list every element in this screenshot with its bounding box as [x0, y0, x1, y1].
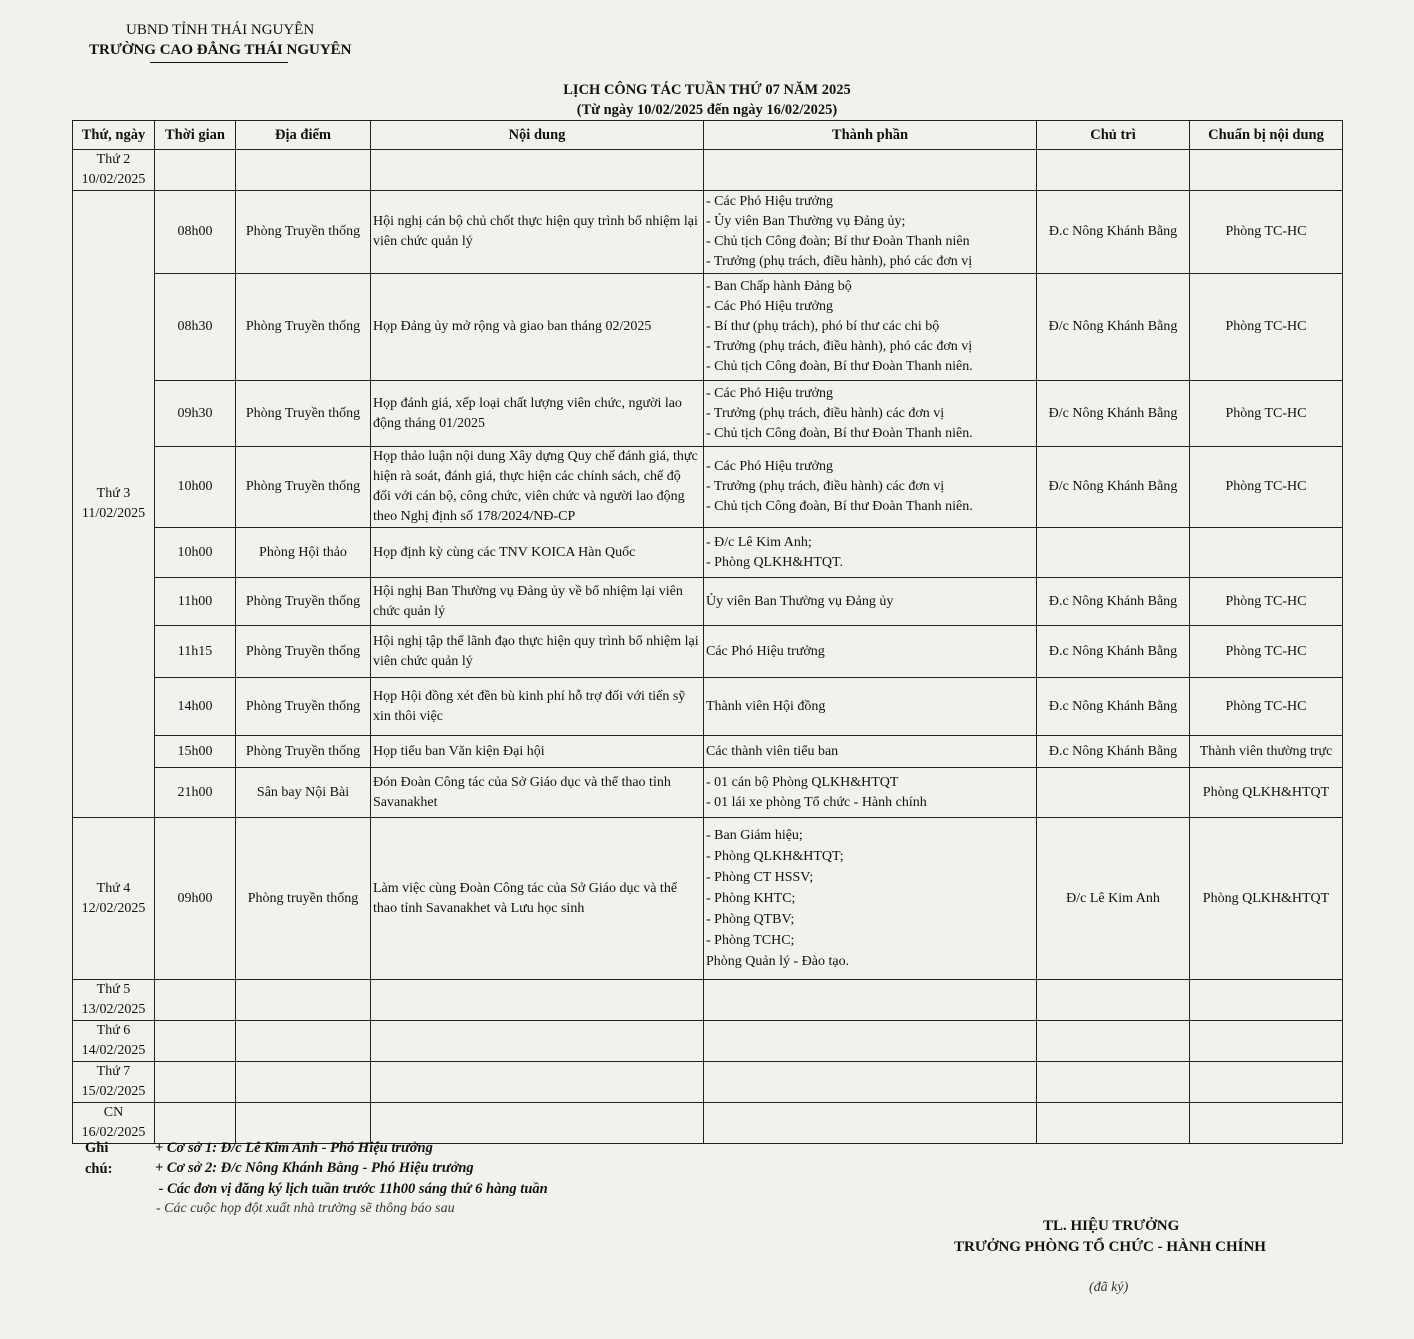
time-cell: 08h30 [155, 274, 236, 381]
time-cell: 14h00 [155, 678, 236, 736]
time-cell: 08h00 [155, 191, 236, 274]
empty-cell [704, 1021, 1037, 1062]
schedule-table [72, 120, 1343, 1144]
content-cell: Họp thảo luận nội dung Xây dựng Quy chế đánh giá, thực hiện rà soát, đánh giá, thực hiện các chính sách, chế độ đối với cán bộ, công chức, viên chức và người lao động theo Nghị định số 178/2024/NĐ-CP [371, 447, 704, 528]
day-name: Thứ 5 [96, 982, 131, 997]
members-cell [704, 818, 1037, 980]
empty-cell [1037, 980, 1190, 1021]
day-date: 11/02/2025 [81, 506, 146, 521]
content-cell: Hội nghị cán bộ chủ chốt thực hiện quy trình bổ nhiệm lại viên chức quản lý [371, 191, 704, 274]
note-line: + Cơ sở 2: Đ/c Nông Khánh Bằng - Phó Hiệu trưởng [155, 1160, 474, 1176]
org-name: UBND TỈNH THÁI NGUYÊN [126, 22, 315, 38]
members-cell [704, 447, 1037, 528]
table-row [73, 736, 1343, 768]
member-line: - Chủ tịch Công đoàn; Bí thư Đoàn Thanh niên [706, 234, 970, 249]
prep-cell: Phòng TC-HC [1190, 447, 1343, 528]
day-cell-sat [73, 1062, 155, 1103]
table-row [73, 768, 1343, 818]
chair-cell: Đ/c Nông Khánh Bằng [1037, 274, 1190, 381]
member-line: - Các Phó Hiệu trưởng [706, 385, 833, 401]
empty-cell [1190, 1021, 1343, 1062]
chair-cell [1037, 528, 1190, 578]
table-row [73, 150, 1343, 191]
member-line: - Phòng QLKH&HTQT; [706, 849, 844, 864]
empty-cell [1037, 1103, 1190, 1144]
prep-cell: Phòng TC-HC [1190, 578, 1343, 626]
empty-cell [1190, 980, 1343, 1021]
time-cell: 11h00 [155, 578, 236, 626]
table-header-row [73, 121, 1343, 150]
empty-cell [371, 1062, 704, 1103]
table-row [73, 191, 1343, 274]
chair-cell: Đ/c Nông Khánh Bằng [1037, 381, 1190, 447]
place-cell: Phòng Truyền thống [236, 578, 371, 626]
member-line: - Đ/c Lê Kim Anh; [706, 534, 812, 550]
member-line: - Các Phó Hiệu trưởng [706, 459, 833, 474]
day-cell-wed [73, 818, 155, 980]
member-line: - Phòng KHTC; [706, 891, 796, 906]
note-line: + Cơ sở 1: Đ/c Lê Kim Anh - Phó Hiệu trưởng [155, 1140, 433, 1156]
empty-cell [704, 1062, 1037, 1103]
content-cell: Họp đánh giá, xếp loại chất lượng viên chức, người lao động tháng 01/2025 [371, 381, 704, 447]
member-line: Phòng Quản lý - Đào tạo. [706, 954, 850, 969]
table-row [73, 381, 1343, 447]
prep-cell: Phòng TC-HC [1190, 626, 1343, 678]
note-line: - Các cuộc họp đột xuất nhà trường sẽ thông báo sau [156, 1201, 455, 1216]
empty-cell [236, 1021, 371, 1062]
col-header-content: Nội dung [371, 121, 704, 150]
empty-cell [371, 980, 704, 1021]
day-name: Thứ 3 [96, 486, 131, 501]
day-date: 10/02/2025 [81, 172, 146, 187]
chair-cell: Đ.c Nông Khánh Bằng [1037, 626, 1190, 678]
day-name: Thứ 4 [96, 880, 131, 896]
empty-cell [1190, 1103, 1343, 1144]
member-line: - Phòng CT HSSV; [706, 870, 814, 885]
day-name: CN [103, 1105, 124, 1120]
time-cell: 21h00 [155, 768, 236, 818]
content-cell: Hội nghị tập thể lãnh đạo thực hiện quy trình bổ nhiệm lại viên chức quản lý [371, 626, 704, 678]
table-row [73, 626, 1343, 678]
table-row [73, 578, 1343, 626]
day-name: Thứ 7 [96, 1064, 131, 1079]
place-cell: Phòng Hội thảo [236, 528, 371, 578]
content-cell: Họp Hội đồng xét đền bù kinh phí hỗ trợ đối với tiến sỹ xin thôi việc [371, 678, 704, 736]
day-cell-mon [73, 150, 155, 191]
member-line: Các thành viên tiểu ban [706, 743, 839, 759]
col-header-chair: Chủ trì [1037, 121, 1190, 150]
day-cell-thu [73, 980, 155, 1021]
table-row [73, 980, 1343, 1021]
page-subtitle: (Từ ngày 10/02/2025 đến ngày 16/02/2025) [576, 102, 838, 118]
chair-cell: Đ.c Nông Khánh Bằng [1037, 736, 1190, 768]
prep-cell: Phòng TC-HC [1190, 381, 1343, 447]
prep-cell: Phòng QLKH&HTQT [1190, 768, 1343, 818]
prep-cell: Phòng TC-HC [1190, 678, 1343, 736]
members-cell [704, 528, 1037, 578]
place-cell: Sân bay Nội Bài [236, 768, 371, 818]
col-header-place: Địa điểm [236, 121, 371, 150]
member-line: Thành viên Hội đồng [706, 698, 826, 714]
day-date: 13/02/2025 [81, 1002, 146, 1017]
table-row [73, 274, 1343, 381]
place-cell: Phòng Truyền thống [236, 736, 371, 768]
day-name: Thứ 6 [96, 1023, 131, 1038]
member-line: - Trưởng (phụ trách, điều hành), phó các đơn vị [706, 339, 973, 354]
chair-cell: Đ.c Nông Khánh Bằng [1037, 191, 1190, 274]
school-name: TRƯỜNG CAO ĐẲNG THÁI NGUYÊN [89, 42, 352, 58]
content-cell: Đón Đoàn Công tác của Sở Giáo dục và thể thao tỉnh Savanakhet [371, 768, 704, 818]
day-name: Thứ 2 [96, 152, 131, 167]
place-cell: Phòng Truyền thống [236, 626, 371, 678]
empty-cell [155, 1021, 236, 1062]
empty-cell [704, 1103, 1037, 1144]
col-header-members: Thành phần [704, 121, 1037, 150]
time-cell: 10h00 [155, 528, 236, 578]
members-cell [704, 626, 1037, 678]
member-line: - Các Phó Hiệu trưởng [706, 299, 833, 314]
member-line: - Phòng TCHC; [706, 933, 795, 948]
day-date: 15/02/2025 [81, 1084, 146, 1099]
chair-cell: Đ/c Nông Khánh Bằng [1037, 447, 1190, 528]
empty-cell [371, 150, 704, 191]
content-cell: Làm việc cùng Đoàn Công tác của Sở Giáo dục và thể thao tỉnh Savanakhet và Lưu học sinh [371, 818, 704, 980]
members-cell [704, 381, 1037, 447]
table-row [73, 1021, 1343, 1062]
time-cell: 15h00 [155, 736, 236, 768]
empty-cell [155, 1062, 236, 1103]
members-cell [704, 736, 1037, 768]
signature-position: TRƯỞNG PHÒNG TỔ CHỨC - HÀNH CHÍNH [954, 1239, 1266, 1255]
col-header-day: Thứ, ngày [73, 121, 155, 150]
member-line: Các Phó Hiệu trưởng [706, 643, 825, 659]
content-cell: Họp tiểu ban Văn kiện Đại hội [371, 736, 704, 768]
time-cell: 09h30 [155, 381, 236, 447]
empty-cell [155, 980, 236, 1021]
chair-cell [1037, 768, 1190, 818]
place-cell: Phòng truyền thống [236, 818, 371, 980]
day-date: 12/02/2025 [81, 900, 146, 916]
place-cell: Phòng Truyền thống [236, 191, 371, 274]
empty-cell [1190, 150, 1343, 191]
empty-cell [704, 150, 1037, 191]
member-line: - Chủ tịch Công đoàn, Bí thư Đoàn Thanh niên. [706, 359, 973, 374]
day-cell-fri [73, 1021, 155, 1062]
content-cell: Họp Đảng ủy mở rộng và giao ban tháng 02/2025 [371, 274, 704, 381]
member-line: - Các Phó Hiệu trưởng [706, 194, 833, 209]
table-row [73, 818, 1343, 980]
signature-title: TL. HIỆU TRƯỞNG [1043, 1218, 1180, 1234]
table-row [73, 678, 1343, 736]
member-line: - Phòng QTBV; [706, 912, 795, 927]
time-cell: 10h00 [155, 447, 236, 528]
prep-cell: Phòng TC-HC [1190, 191, 1343, 274]
empty-cell [1037, 1021, 1190, 1062]
member-line: - 01 cán bộ Phòng QLKH&HTQT [706, 774, 899, 790]
member-line: - Phòng QLKH&HTQT. [706, 554, 844, 570]
empty-cell [1037, 150, 1190, 191]
chair-cell: Đ.c Nông Khánh Bằng [1037, 678, 1190, 736]
table-row [73, 528, 1343, 578]
place-cell: Phòng Truyền thống [236, 678, 371, 736]
day-date: 16/02/2025 [81, 1125, 146, 1140]
member-line: - Ban Giám hiệu; [706, 828, 803, 843]
member-line: - 01 lái xe phòng Tổ chức - Hành chính [706, 794, 927, 810]
prep-cell: Phòng QLKH&HTQT [1190, 818, 1343, 980]
signature-signed: (đã ký) [1089, 1280, 1129, 1295]
empty-cell [371, 1021, 704, 1062]
members-cell [704, 274, 1037, 381]
members-cell [704, 578, 1037, 626]
place-cell: Phòng Truyền thống [236, 447, 371, 528]
members-cell [704, 678, 1037, 736]
member-line: - Ban Chấp hành Đảng bộ [706, 279, 852, 294]
header-underline [150, 62, 288, 63]
notes-label: Ghi chú: [85, 1140, 113, 1177]
member-line: - Chủ tịch Công đoàn, Bí thư Đoàn Thanh niên. [706, 499, 973, 514]
table-row [73, 447, 1343, 528]
empty-cell [1037, 1062, 1190, 1103]
chair-cell: Đ/c Lê Kim Anh [1037, 818, 1190, 980]
col-header-prep: Chuẩn bị nội dung [1190, 121, 1343, 150]
member-line: - Trưởng (phụ trách, điều hành), phó các đơn vị [706, 254, 973, 269]
member-line: - Bí thư (phụ trách), phó bí thư các chi bộ [706, 319, 940, 334]
empty-cell [236, 150, 371, 191]
table-row [73, 1062, 1343, 1103]
empty-cell [1190, 1062, 1343, 1103]
member-line: Ủy viên Ban Thường vụ Đảng ủy [706, 593, 894, 609]
day-cell-tue [73, 191, 155, 818]
content-cell: Họp định kỳ cùng các TNV KOICA Hàn Quốc [371, 528, 704, 578]
place-cell: Phòng Truyền thống [236, 381, 371, 447]
prep-cell: Thành viên thường trực [1190, 736, 1343, 768]
chair-cell: Đ.c Nông Khánh Bằng [1037, 578, 1190, 626]
member-line: - Trưởng (phụ trách, điều hành) các đơn vị [706, 405, 945, 421]
time-cell: 11h15 [155, 626, 236, 678]
member-line: - Ủy viên Ban Thường vụ Đảng ủy; [706, 214, 906, 229]
col-header-time: Thời gian [155, 121, 236, 150]
empty-cell [155, 150, 236, 191]
prep-cell [1190, 528, 1343, 578]
members-cell [704, 768, 1037, 818]
prep-cell: Phòng TC-HC [1190, 274, 1343, 381]
note-line: - Các đơn vị đăng ký lịch tuần trước 11h00 sáng thứ 6 hàng tuần [155, 1181, 548, 1197]
empty-cell [236, 1062, 371, 1103]
day-date: 14/02/2025 [81, 1043, 146, 1058]
member-line: - Chủ tịch Công đoàn, Bí thư Đoàn Thanh niên. [706, 425, 973, 441]
members-cell [704, 191, 1037, 274]
empty-cell [704, 980, 1037, 1021]
place-cell: Phòng Truyền thống [236, 274, 371, 381]
content-cell: Hội nghị Ban Thường vụ Đảng ủy về bổ nhiệm lại viên chức quản lý [371, 578, 704, 626]
time-cell: 09h00 [155, 818, 236, 980]
member-line: - Trưởng (phụ trách, điều hành) các đơn vị [706, 479, 945, 494]
page-title: LỊCH CÔNG TÁC TUẦN THỨ 07 NĂM 2025 [563, 82, 851, 98]
empty-cell [236, 980, 371, 1021]
